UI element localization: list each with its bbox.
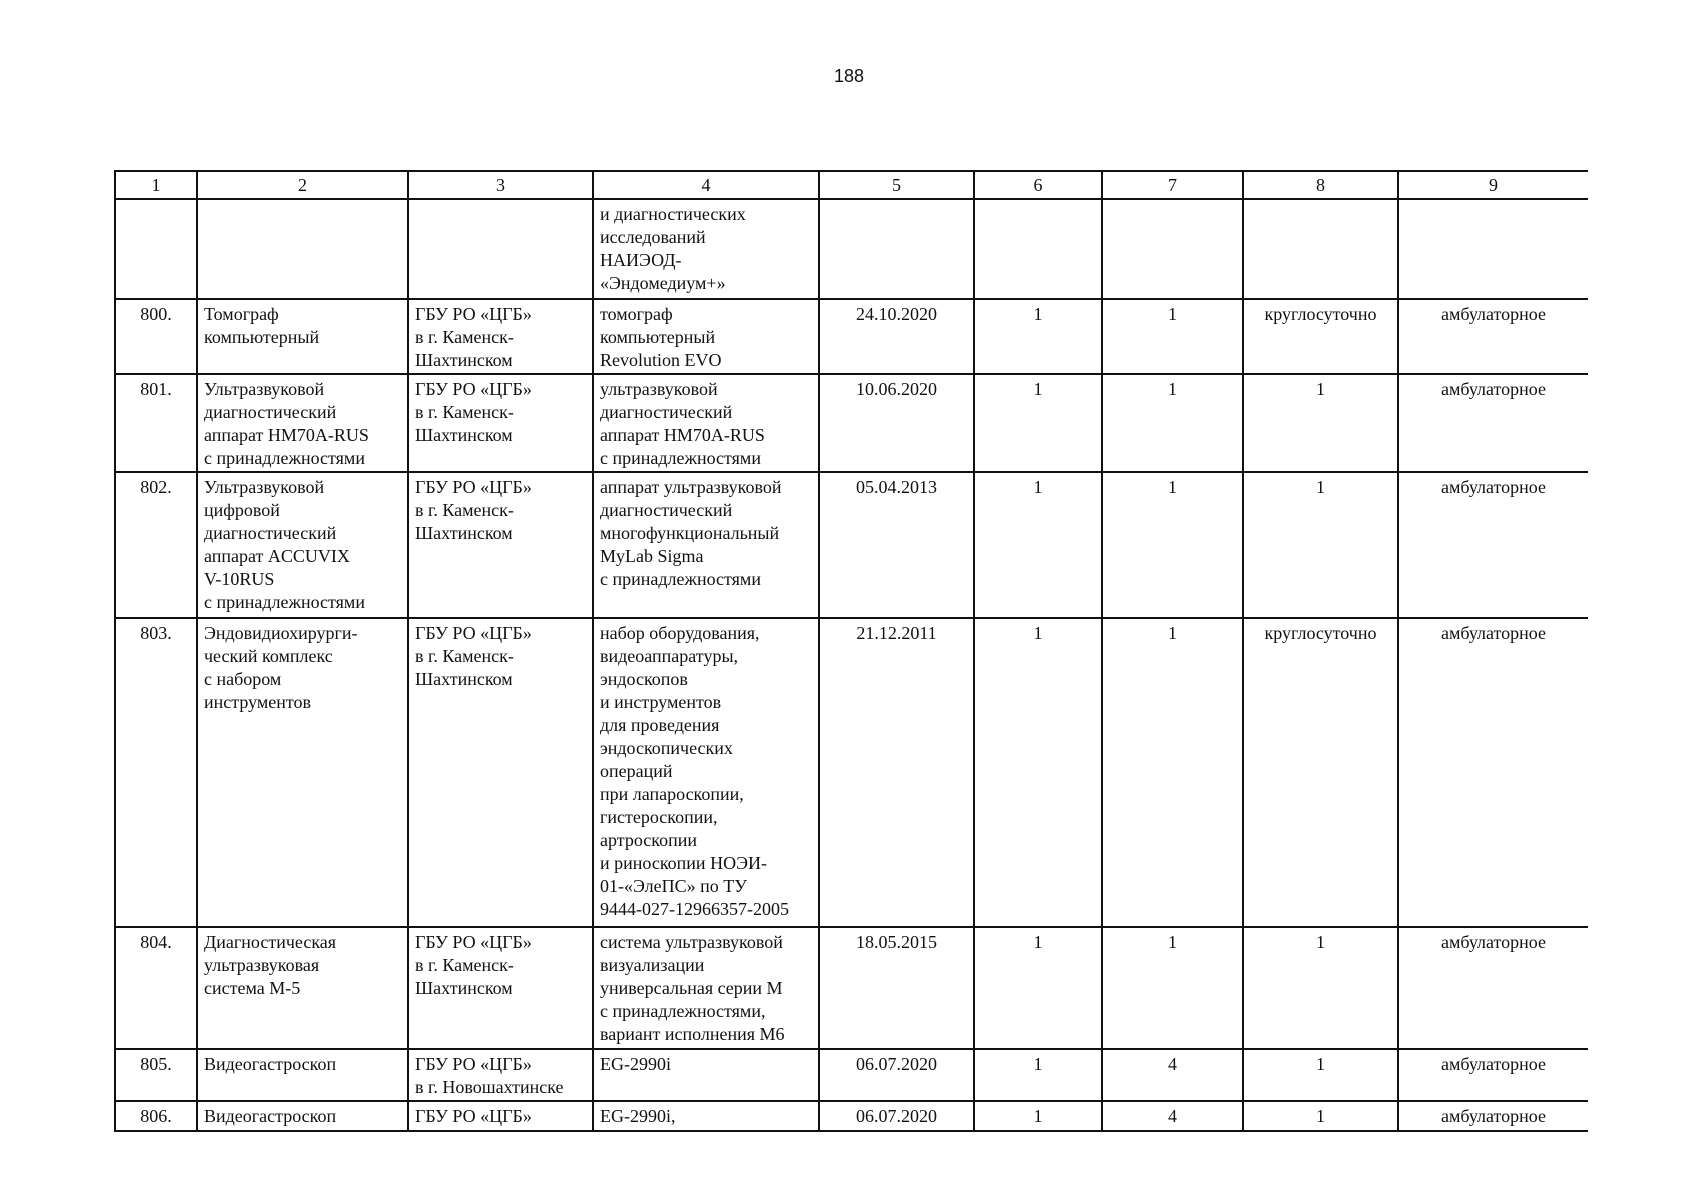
quantity-cell: 1 [974,927,1102,1049]
column-number: 2 [197,171,408,199]
care-type-cell: амбулаторное [1398,472,1588,618]
model-cell: аппарат ультразвуковой диагностический многофункциональный MyLab Sigma с принадлежностями [593,472,819,618]
count-cell: 4 [1102,1049,1243,1101]
date-cell: 21.12.2011 [819,618,974,927]
row-number-cell: 801. [115,374,197,472]
equipment-table-sheet [114,170,1588,1132]
column-number: 4 [593,171,819,199]
model-cell: и диагностических исследований НАИЭОД- «Эндомедиум+» [593,199,819,299]
quantity-cell: 1 [974,1101,1102,1132]
schedule-cell: круглосуточно [1243,618,1398,927]
model-cell: ультразвуковой диагностический аппарат HM70A-RUS с принадлежностями [593,374,819,472]
equipment-name-cell: Видеогастроскоп [197,1101,408,1132]
equipment-name-cell [197,199,408,299]
count-cell: 1 [1102,618,1243,927]
model-cell: система ультразвуковой визуализации универсальная серии М с принадлежностями, вариант исполнения М6 [593,927,819,1049]
schedule-cell [1243,199,1398,299]
quantity-cell: 1 [974,299,1102,374]
column-number: 1 [115,171,197,199]
care-type-cell [1398,199,1588,299]
care-type-cell: амбулаторное [1398,1101,1588,1132]
organization-cell: ГБУ РО «ЦГБ» в г. Каменск- Шахтинском [408,472,593,618]
count-cell: 1 [1102,927,1243,1049]
count-cell: 4 [1102,1101,1243,1132]
column-number: 9 [1398,171,1588,199]
equipment-name-cell: Эндовидиохирурги- ческий комплекс с набором инструментов [197,618,408,927]
equipment-name-cell: Диагностическая ультразвуковая система М-5 [197,927,408,1049]
organization-cell: ГБУ РО «ЦГБ» в г. Каменск- Шахтинском [408,299,593,374]
model-cell: томограф компьютерный Revolution EVO [593,299,819,374]
model-cell: EG-2990i [593,1049,819,1101]
organization-cell: ГБУ РО «ЦГБ» в г. Новошахтинске [408,1049,593,1101]
schedule-cell: 1 [1243,927,1398,1049]
model-cell: набор оборудования, видеоаппаратуры, эндоскопов и инструментов для проведения эндоскопических операций при лапароскопии, гистероскопии, артроскопии и риноскопии НОЭИ- 01-«ЭлеПС» по ТУ 9444-027-12966357-2005 [593,618,819,927]
date-cell: 24.10.2020 [819,299,974,374]
row-number-cell: 802. [115,472,197,618]
table-row [115,299,1588,374]
date-cell: 06.07.2020 [819,1049,974,1101]
quantity-cell: 1 [974,618,1102,927]
table-row [115,199,1588,299]
model-cell: EG-2990i, [593,1101,819,1132]
table-row [115,472,1588,618]
page-number: 188 [833,66,865,86]
quantity-cell [974,199,1102,299]
care-type-cell: амбулаторное [1398,618,1588,927]
quantity-cell: 1 [974,472,1102,618]
equipment-name-cell: Видеогастроскоп [197,1049,408,1101]
table-row [115,374,1588,472]
care-type-cell: амбулаторное [1398,1049,1588,1101]
count-cell [1102,199,1243,299]
column-number-row [115,171,1588,199]
row-number-cell [115,199,197,299]
organization-cell: ГБУ РО «ЦГБ» в г. Каменск- Шахтинском [408,927,593,1049]
date-cell: 06.07.2020 [819,1101,974,1132]
schedule-cell: 1 [1243,1049,1398,1101]
date-cell: 18.05.2015 [819,927,974,1049]
row-number-cell: 806. [115,1101,197,1132]
organization-cell: ГБУ РО «ЦГБ» [408,1101,593,1132]
care-type-cell: амбулаторное [1398,299,1588,374]
equipment-name-cell: Томограф компьютерный [197,299,408,374]
quantity-cell: 1 [974,374,1102,472]
equipment-table [114,170,1588,1132]
quantity-cell: 1 [974,1049,1102,1101]
table-row [115,927,1588,1049]
schedule-cell: 1 [1243,1101,1398,1132]
equipment-name-cell: Ультразвуковой цифровой диагностический аппарат ACCUVIX V-10RUS с принадлежностями [197,472,408,618]
table-row [115,1101,1588,1132]
schedule-cell: 1 [1243,374,1398,472]
care-type-cell: амбулаторное [1398,927,1588,1049]
organization-cell: ГБУ РО «ЦГБ» в г. Каменск- Шахтинском [408,374,593,472]
row-number-cell: 800. [115,299,197,374]
care-type-cell: амбулаторное [1398,374,1588,472]
count-cell: 1 [1102,374,1243,472]
column-number: 3 [408,171,593,199]
date-cell [819,199,974,299]
organization-cell: ГБУ РО «ЦГБ» в г. Каменск- Шахтинском [408,618,593,927]
row-number-cell: 803. [115,618,197,927]
table-row [115,618,1588,927]
count-cell: 1 [1102,472,1243,618]
column-number: 5 [819,171,974,199]
equipment-name-cell: Ультразвуковой диагностический аппарат HM70A-RUS с принадлежностями [197,374,408,472]
column-number: 6 [974,171,1102,199]
schedule-cell: 1 [1243,472,1398,618]
date-cell: 05.04.2013 [819,472,974,618]
table-row [115,1049,1588,1101]
row-number-cell: 804. [115,927,197,1049]
organization-cell [408,199,593,299]
row-number-cell: 805. [115,1049,197,1101]
column-number: 8 [1243,171,1398,199]
schedule-cell: круглосуточно [1243,299,1398,374]
count-cell: 1 [1102,299,1243,374]
column-number: 7 [1102,171,1243,199]
date-cell: 10.06.2020 [819,374,974,472]
